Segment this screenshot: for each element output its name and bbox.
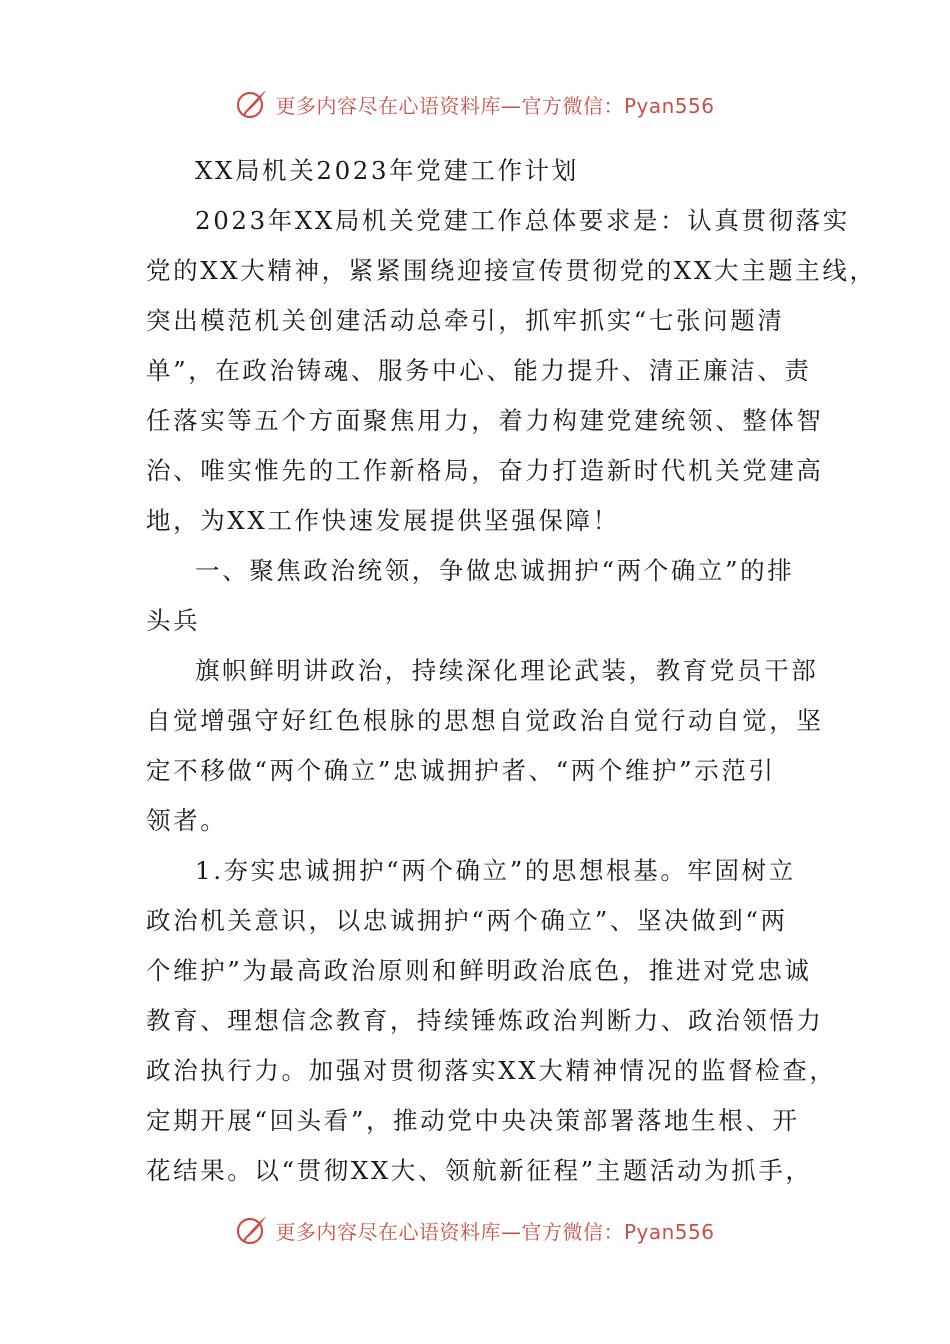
paragraph-line: 任落实等五个方面聚焦用力，着力构建党建统领、整体智 bbox=[146, 406, 824, 435]
paragraph-line: 教育、理想信念教育，持续锤炼政治判断力、政治领悟力 bbox=[146, 1006, 824, 1035]
paragraph-line: 2023年XX局机关党建工作总体要求是：认真贯彻落实 bbox=[195, 206, 850, 235]
paragraph-line: 单”，在政治铸魂、服务中心、能力提升、清正廉洁、责 bbox=[146, 356, 812, 385]
paragraph-line: 领者。 bbox=[146, 806, 228, 835]
paragraph-line: 定期开展“回头看”，推动党中央决策部署落地生根、开 bbox=[146, 1106, 800, 1135]
watermark-header bbox=[0, 84, 950, 124]
watermark-footer bbox=[0, 1210, 950, 1250]
paragraph-line: 个维护”为最高政治原则和鲜明政治底色，推进对党忠诚 bbox=[146, 956, 812, 985]
watermark-text: 更多内容尽在心语资料库—官方微信：Pyan556 bbox=[275, 93, 715, 118]
section-heading-line: 一、聚焦政治统领，争做忠诚拥护“两个确立”的排 bbox=[195, 556, 795, 585]
paragraph-line: 政治执行力。加强对贯彻落实XX大精神情况的监督检查， bbox=[146, 1056, 837, 1085]
paragraph-line: 地，为XX工作快速发展提供坚强保障！ bbox=[146, 506, 620, 535]
paragraph-line: 1.夯实忠诚拥护“两个确立”的思想根基。牢固树立 bbox=[195, 856, 796, 885]
paragraph-line: 突出模范机关创建活动总牵引，抓牢抓实“七张问题清 bbox=[146, 306, 785, 335]
paragraph-line: 党的XX大精神，紧紧围绕迎接宣传贯彻党的XX大主题主线， bbox=[146, 256, 877, 285]
document-title: XX局机关2023年党建工作计划 bbox=[195, 156, 579, 185]
paragraph-line: 旗帜鲜明讲政治，持续深化理论武装，教育党员干部 bbox=[195, 656, 819, 685]
paragraph-line: 政治机关意识，以忠诚拥护“两个确立”、坚决做到“两 bbox=[146, 906, 788, 935]
paragraph-line: 治、唯实惟先的工作新格局，奋力打造新时代机关党建高 bbox=[146, 456, 824, 485]
paragraph-line: 定不移做“两个确立”忠诚拥护者、“两个维护”示范引 bbox=[146, 756, 776, 785]
quill-pen-circle-icon bbox=[235, 1213, 269, 1247]
quill-pen-circle-icon bbox=[235, 87, 269, 121]
section-heading-line: 头兵 bbox=[146, 606, 201, 635]
document-body bbox=[146, 146, 877, 1196]
paragraph-line: 自觉增强守好红色根脉的思想自觉政治自觉行动自觉，坚 bbox=[146, 706, 824, 735]
paragraph-line: 花结果。以“贯彻XX大、领航新征程”主题活动为抓手， bbox=[146, 1156, 813, 1185]
watermark-text: 更多内容尽在心语资料库—官方微信：Pyan556 bbox=[275, 1219, 715, 1244]
